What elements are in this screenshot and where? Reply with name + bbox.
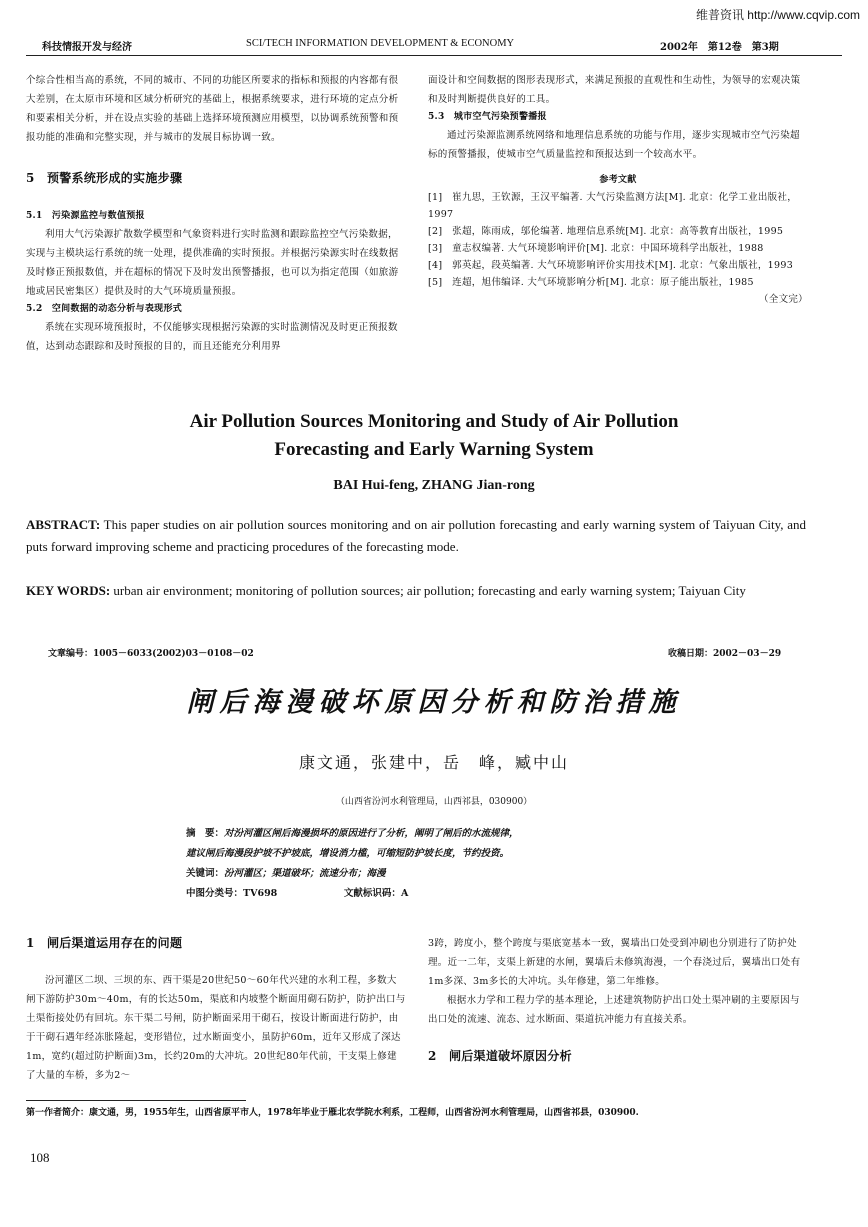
cn-keywords-label: 关键词：	[186, 868, 225, 879]
references-title: 参考文献	[599, 175, 637, 185]
section1-left-body: 汾河灌区二坝、三坝的东、西干渠是20世纪50～60年代兴建的水利工程，多数大闸下游防护30m～40m，有的长达50m，渠底和内坡整个断面用砌石防护，防护出口与土渠衔接处仍有回坑。东干渠二号闸，防护断面采用干砌石，按设计断面进行防护，由于干砌石遇年经冻胀隆起，变形错位，过水断面变小，虽防护60m，近年又形成了深达1m，宽约(超过防护断面)3m，长约20m的大冲坑。20世纪80年代前，干支渠上修建了大量的车桥，多为2～	[26, 975, 406, 1081]
doc-code-value: A	[400, 888, 409, 899]
keywords-label: KEY WORDS:	[26, 583, 111, 598]
abstract-text: This paper studies on air pollution sources monitoring and on air pollution forecasting and early warning system of Taiyuan City, and puts forward improving scheme and practicing procedures of the forecasting mode.	[26, 517, 806, 554]
cn-abstract-line2: 建议闸后海漫段护坡不护坡底，增设消力槛，可缩短防护坡长度，节约投资。	[186, 848, 510, 859]
reference-item: [3] 童志权编著. 大气环境影响评价[M]. 北京：中国环境科学出版社，1988	[428, 243, 764, 254]
reference-item: [5] 连超，旭伟编译. 大气环境影响分析[M]. 北京：原子能出版社，1985	[428, 277, 754, 288]
cn-abstract-label: 摘 要：	[186, 828, 225, 839]
cn-keywords: 汾河灌区；渠道破坏；流速分布；海漫	[224, 868, 386, 879]
english-abstract	[26, 514, 806, 558]
section52-body: 系统在实现环境预报时，不仅能够实现根据污染源的实时监测情况及时更正预报数值，达到动态跟踪和及时预报的目的，而且还能充分利用界	[26, 322, 398, 352]
section5-title: 5 预警系统形成的实施步骤	[26, 171, 183, 185]
end-note: （全文完）	[758, 294, 808, 305]
article2-affiliation: （山西省汾河水利管理局，山西祁县，030900）	[335, 797, 533, 807]
english-title-line2: Forecasting and Early Warning System	[274, 439, 594, 460]
article1-right-column	[428, 71, 808, 308]
clc-value: TV698	[243, 888, 278, 899]
footnote-rule	[26, 1100, 246, 1101]
author-footnote: 第一作者简介：康文通，男，1955年生，山西省原平市人，1978年毕业于雁北农学院水利系，工程师，山西省汾河水利管理局，山西省祁县，030900.	[26, 1108, 639, 1118]
reference-item: [1] 崔九思，王钦源，王汉平编著. 大气污染监测方法[M]. 北京：化学工业出版社，1997	[428, 192, 798, 220]
section1-right-para1: 3跨，跨度小，整个跨度与渠底宽基本一致，翼墙出口处受到冲刷也分别进行了防护处理。近一二年，支渠上新建的水闸，翼墙后未修筑海漫，一个春浇过后，翼墙出口处有1m多深、3m多长的大冲坑。头年修建，第二年维修。	[428, 938, 801, 987]
cn-abstract-line1: 对汾河灌区闸后海漫损坏的原因进行了分析，阐明了闸后的水流规律，	[224, 828, 519, 839]
article2-left-column	[26, 934, 406, 1085]
continuation-paragraph: 面设计和空间数据的图形表现形式，来满足预报的直观性和生动性，为领导的宏观决策和及时判断提供良好的工具。	[428, 75, 801, 105]
english-title	[0, 408, 868, 464]
reference-item: [4] 郭英起，段英编著. 大气环境影响评价实用技术[M]. 北京：气象出版社，1993	[428, 260, 794, 271]
article1-left-column	[26, 71, 406, 356]
section53-title: 5.3 城市空气污染预警播报	[428, 112, 547, 122]
section2-title: 2 闸后渠道破坏原因分析	[428, 1049, 572, 1063]
section52-title: 5.2 空间数据的动态分析与表现形式	[26, 304, 183, 314]
abstract-label: ABSTRACT:	[26, 517, 101, 532]
section51-title: 5.1 污染源监控与数值预报	[26, 211, 145, 221]
section1-title: 1 闸后渠道运用存在的问题	[26, 936, 183, 950]
article2-abstract	[186, 824, 706, 904]
doc-code-label: 文献标识码：	[343, 888, 401, 899]
intro-paragraph: 个综合性相当高的系统，不同的城市、不同的功能区所要求的指标和预报的内容都有很大差别，在太原市环境和区域分析研究的基础上，根据系统要求，进行环境的定点分析和要素相关分析，并在设点实验的基础上选择环境预测应用模型，以协调系统预警和预报功能的准确和完整实现，并与城市的发展目标协调一致。	[26, 75, 399, 143]
keywords-text: urban air environment; monitoring of pollution sources; air pollution; forecasting and early warning system; Taiyuan City	[110, 583, 746, 598]
journal-name-header: 科技情报开发与经济	[42, 42, 132, 53]
article2-authors: 康文通，张建中，岳 峰，臧中山	[298, 753, 569, 772]
article2-right-column	[428, 934, 808, 1066]
reference-item: [2] 张超，陈雨成，邬伦编著. 地理信息系统[M]. 北京：高等教育出版社，1995	[428, 226, 784, 237]
header-rule	[26, 55, 842, 56]
section53-body: 通过污染源监测系统网络和地理信息系统的功能与作用，逐步实现城市空气污染超标的预警播报，使城市空气质量监控和预报达到一个较高水平。	[428, 130, 800, 160]
english-authors: BAI Hui-feng, ZHANG Jian-rong	[333, 478, 535, 493]
received-date: 收稿日期：2002－03－29	[668, 649, 782, 659]
watermark: 维普资讯 http://www.cqvip.com	[695, 8, 860, 22]
page-number: 108	[30, 1150, 50, 1165]
section1-right-para2: 根据水力学和工程力学的基本理论，上述建筑物防护出口处土渠冲刷的主要原因与出口处的流速、流态、过水断面、渠道抗冲能力有直接关系。	[428, 995, 800, 1025]
issue-header: 2002年 第12卷 第3期	[660, 42, 779, 53]
article-number: 文章编号：1005－6033(2002)03－0108－02	[48, 649, 254, 659]
english-title-line1: Air Pollution Sources Monitoring and Study of Air Pollution	[189, 411, 679, 432]
english-keywords	[26, 580, 806, 602]
article2-title: 闸后海漫破坏原因分析和防治措施	[186, 687, 682, 718]
journal-english-header: SCI/TECH INFORMATION DEVELOPMENT & ECONOMY	[246, 38, 515, 49]
clc-label: 中图分类号：	[186, 888, 244, 899]
section51-body: 利用大气污染源扩散数学模型和气象资料进行实时监测和跟踪监控空气污染数据，实现与主模块运行系统的统一处理，提供准确的实时预报。并根据污染源实时在线数据及时修正预报数值，并在超标的情况下及时发出预警播报，也可以为指定范围（如旅游地或居民密集区）提供及时的大气环境质量预报。	[26, 229, 399, 297]
